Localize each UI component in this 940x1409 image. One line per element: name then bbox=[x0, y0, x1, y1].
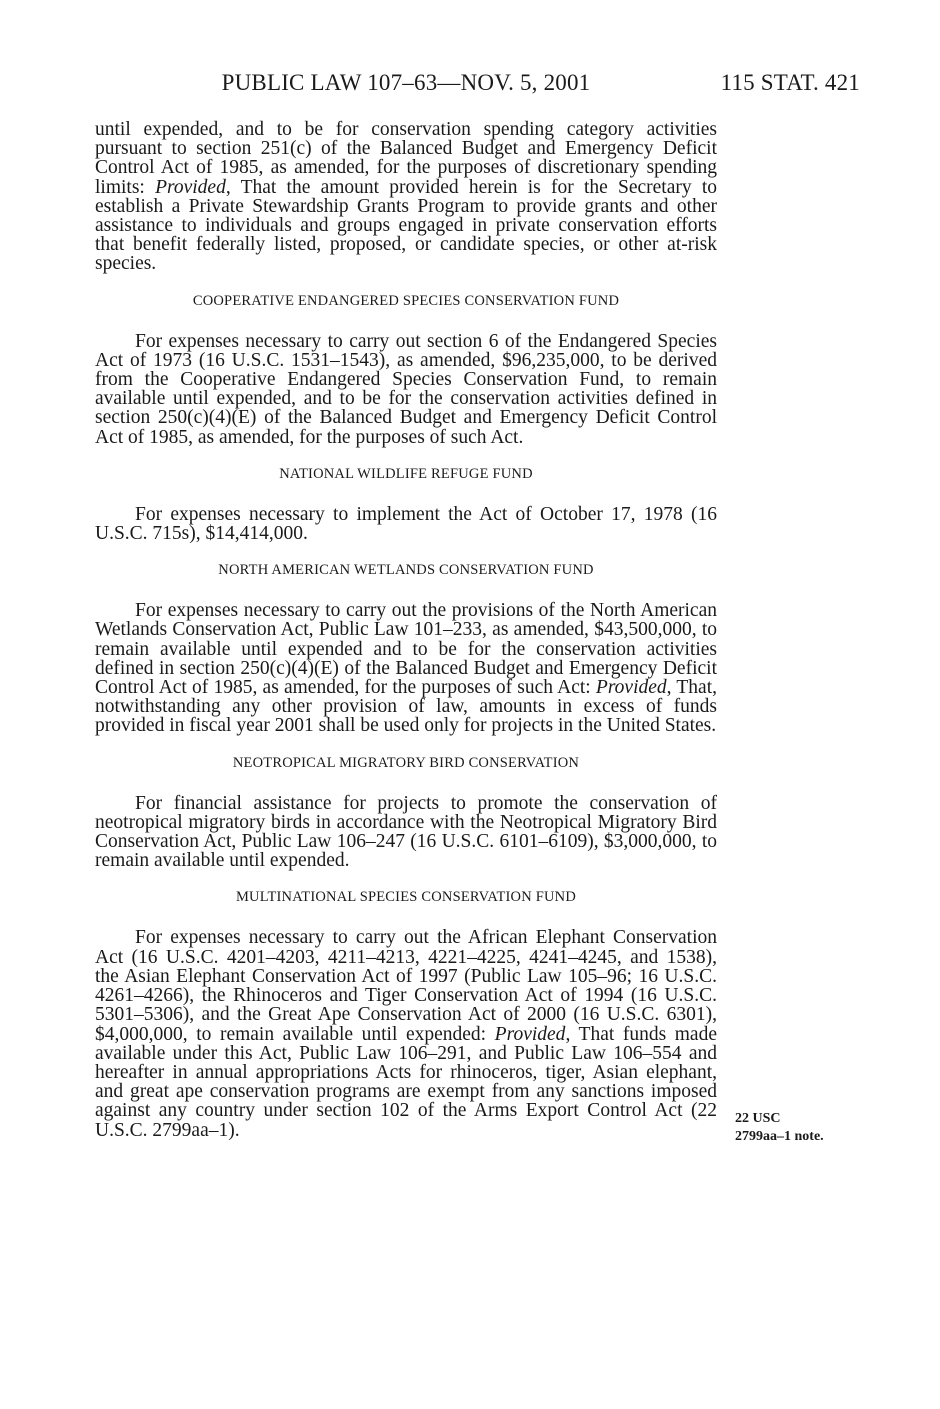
margin-note-line-2: 2799aa–1 note. bbox=[735, 1129, 824, 1144]
intro-text-part-b: , That the amount provided herein is for the Secretary to establish a Private Stewardship Grants Program to provide grants and other assistance to individuals and groups engaged in private conservation efforts that benefit federally listed, proposed, or candidate species, or other at-risk species. bbox=[95, 176, 717, 275]
multinational-text-part-a: For expenses necessary to carry out the African Elephant Conservation Act (16 U.S.C. 4201–4203, 4211–4213, 4221–4225, 4241–4245, and 1538), the Asian Elephant Conservation Act of 1997 (Public Law 105–96; 16 U.S.C. 4261–4266), the Rhinoceros and Tiger Conservation Act of 1994 (16 U.S.C. 5301–5306), and the Great Ape Conservation Act of 2000 (16 U.S.C. 6301), $4,000,000, to remain available until expended: bbox=[95, 927, 717, 1045]
paragraph-wildlife-refuge-fund: For expenses necessary to implement the Act of October 17, 1978 (16 U.S.C. 715s), $14,414,000. bbox=[95, 503, 717, 545]
heading-wildlife-refuge-fund: NATIONAL WILDLIFE REFUGE FUND bbox=[279, 465, 533, 482]
heading-neotropical: NEOTROPICAL MIGRATORY BIRD CONSERVATION bbox=[232, 754, 580, 771]
paragraph-wetlands-fund bbox=[95, 601, 717, 735]
heading-wetlands-fund: NORTH AMERICAN WETLANDS CONSERVATION FUND bbox=[218, 562, 594, 579]
paragraph-cooperative-fund: For expenses necessary to carry out section 6 of the Endangered Species Act of 1973 (16 U.S.C. 1531–1543), as amended, $96,235,000, to be derived from the Cooperative Endangered Species Conservation Fund, to remain available until expended, and to be for the conservation activities defined in section 250(c)(4)(E) of the Balanced Budget and Emergency Deficit Control Act of 1985, as amended, for the purposes of such Act. bbox=[95, 330, 717, 448]
intro-paragraph bbox=[95, 120, 717, 274]
paragraph-neotropical: For financial assistance for projects to promote the conservation of neotropical migratory birds in accordance with the Neotropical Migratory Bird Conservation Act, Public Law 106–247 (16 U.S.C. 6101–6109), $3,000,000, to remain available until expended. bbox=[95, 792, 717, 872]
wetlands-provided: Provided bbox=[595, 677, 667, 699]
header-title: PUBLIC LAW 107–63—NOV. 5, 2001 bbox=[221, 70, 591, 95]
document-body bbox=[95, 120, 717, 1140]
heading-multinational-fund: MULTINATIONAL SPECIES CONSERVATION FUND bbox=[235, 889, 577, 906]
intro-text-part-a: until expended, and to be for conservation spending category activities pursuant to section 251(c) of the Balanced Budget and Emergency Deficit Control Act of 1985, as amended, for the purposes of discretionary spending limits: bbox=[95, 119, 717, 198]
intro-provided: Provided bbox=[155, 176, 226, 198]
margin-note bbox=[735, 1110, 824, 1146]
header-stat-page: 115 STAT. 421 bbox=[720, 70, 860, 95]
margin-note-line-1: 22 USC bbox=[735, 1111, 781, 1126]
multinational-text-part-b: , That funds made available under this Act, Public Law 106–291, and Public Law 106–554 and hereafter in annual appropriations Acts for rhinoceros, tiger, Asian elephant, and great ape conservation programs are exempt from any sanctions imposed against any country under section 102 of the Arms Export Control Act (22 U.S.C. 2799aa–1). bbox=[95, 1023, 717, 1141]
wetlands-text-part-b: , That, notwithstanding any other provision of law, amounts in excess of funds provided in fiscal year 2001 shall be used only for projects in the United States. bbox=[95, 677, 717, 737]
heading-cooperative-fund: COOPERATIVE ENDANGERED SPECIES CONSERVATION FUND bbox=[192, 292, 620, 309]
running-header bbox=[95, 70, 860, 104]
wetlands-text-part-a: For expenses necessary to carry out the provisions of the North American Wetlands Conservation Act, Public Law 101–233, as amended, $43,500,000, to remain available until expended and to be for the conservation activities defined in section 250(c)(4)(E) of the Balanced Budget and Emergency Deficit Control Act of 1985, as amended, for the purposes of such Act: bbox=[95, 600, 717, 699]
multinational-provided: Provided bbox=[494, 1023, 566, 1045]
paragraph-multinational-fund bbox=[95, 928, 717, 1139]
